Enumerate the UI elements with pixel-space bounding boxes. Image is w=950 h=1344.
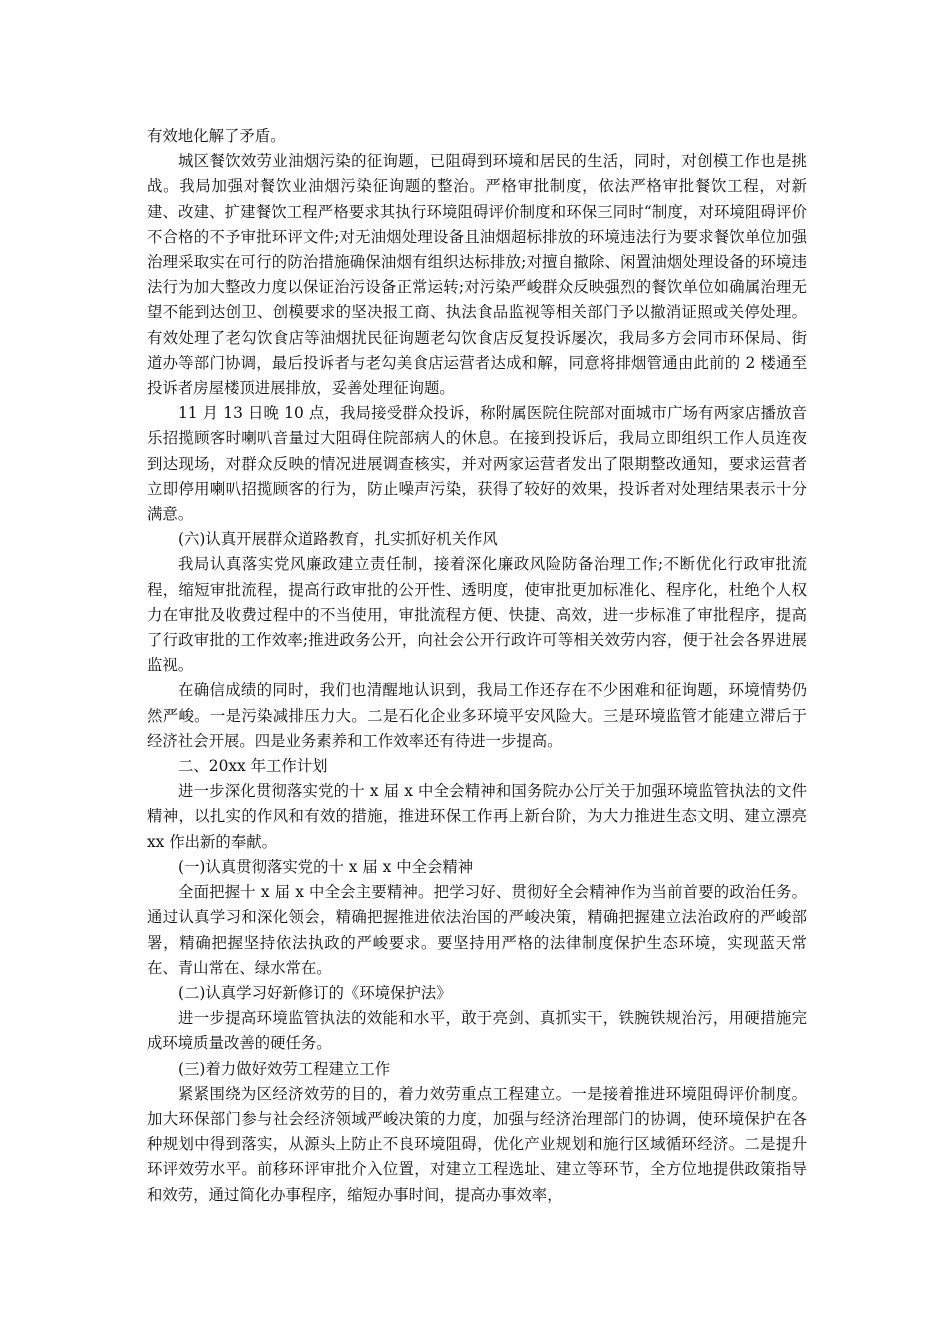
paragraph: 二、20xx 年工作计划	[178, 757, 328, 776]
paragraph: (三)着力做好效劳工程建立工作	[178, 1059, 391, 1078]
paragraph: 全面把握十 x 届 x 中全会主要精神。把学习好、贯彻好全会精神作为当前首要的政治任务。通过认真学习和深化领会，精确把握推进依法治国的严峻决策，精确把握建立法治政府的严峻部署，精确把握坚持依法执政的严峻要求。要坚持用严格的法律制度保护生态环境，实现蓝天常在、青山常在、绿水常在。	[147, 883, 807, 977]
paragraph: (二)认真学习好新修订的《环境保护法》	[178, 983, 452, 1002]
paragraph: 在确信成绩的同时，我们也清醒地认识到，我局工作还存在不少困难和征询题，环境情势仍然严峻。一是污染减排压力大。二是石化企业多环境平安风险大。三是环境监管才能建立滞后于经济社会开展。四是业务素养和工作效率还有待进一步提高。	[147, 681, 807, 750]
paragraph: 进一步提高环境监管执法的效能和水平，敢于亮剑、真抓实干，铁腕铁规治污，用硬措施完成环境质量改善的硬任务。	[147, 1009, 807, 1053]
paragraph: 有效地化解了矛盾。	[147, 127, 286, 145]
paragraph: (六)认真开展群众道路教育，扎实抓好机关作风	[178, 530, 498, 549]
paragraph: 城区餐饮效劳业油烟污染的征询题，已阻碍到环境和居民的生活，同时，对创模工作也是挑战。我局加强对餐饮业油烟污染征询题的整治。严格审批制度，依法严格审批餐饮工程，对新建、改建、扩建餐饮工程严格要求其执行环境阻碍评价制度和环保三同时“制度，对环境阻碍评价不合格的不予审批环评文件;对无油烟处理设备且油烟超标排放的环境违法行为要求餐饮单位加强治理采取实在可行的防治措施确保油烟有组织达标排放;对擅自撤除、闲置油烟处理设备的环境违法行为加大整改力度以保证治污设备正常运转;对污染严峻群众反映强烈的餐饮单位如确属治理无望不能到达创卫、创模要求的坚决报工商、执法食品监视等相关部门予以撤消证照或关停处理。有效处理了老勾饮食店等油烟扰民征询题老勾饮食店反复投诉屡次，我局多方会同市环保局、街道办等部门协调，最后投诉者与老勾美食店运营者达成和解，同意将排烟管通由此前的 2 楼通至投诉者房屋楼顶进展排放，妥善处理征询题。	[147, 152, 807, 398]
paragraph: 紧紧围绕为区经济效劳的目的，着力效劳重点工程建立。一是接着推进环境阻碍评价制度。加大环保部门参与社会经济领域严峻决策的力度，加强与经济治理部门的协调，使环境保护在各种规划中得到落实，从源头上防止不良环境阻碍，优化产业规划和施行区域循环经济。二是提升环评效劳水平。前移环评审批介入位置，对建立工程选址、建立等环节，全方位地提供政策指导和效劳，通过简化办事程序，缩短办事时间，提高办事效率，	[147, 1084, 807, 1204]
paragraph: 进一步深化贯彻落实党的十 x 届 x 中全会精神和国务院办公厅关于加强环境监管执法的文件精神，以扎实的作风和有效的措施，推进环保工作再上新台阶，为大力推进生态文明、建立漂亮 xx 作出新的奉献。	[147, 782, 807, 851]
paragraph: 11 月 13 日晚 10 点，我局接受群众投诉，称附属医院住院部对面城市广场有两家店播放音乐招揽顾客时喇叭音量过大阻碍住院部病人的休息。在接到投诉后，我局立即组织工作人员连夜到达现场，对群众反映的情况进展调查核实，并对两家运营者发出了限期整改通知，要求运营者立即停用喇叭招揽顾客的行为，防止噪声污染，获得了较好的效果，投诉者对处理结果表示十分满意。	[147, 404, 807, 524]
paragraph: 我局认真落实党风廉政建立责任制，接着深化廉政风险防备治理工作;不断优化行政审批流程，缩短审批流程，提高行政审批的公开性、透明度，使审批更加标准化、程序化，杜绝个人权力在审批及收费过程中的不当使用，审批流程方便、快捷、高效，进一步标准了审批程序，提高了行政审批的工作效率;推进政务公开，向社会公开行政许可等相关效劳内容，便于社会各界进展监视。	[147, 555, 807, 675]
document-body	[147, 124, 807, 1208]
paragraph: (一)认真贯彻落实党的十 x 届 x 中全会精神	[178, 857, 474, 876]
